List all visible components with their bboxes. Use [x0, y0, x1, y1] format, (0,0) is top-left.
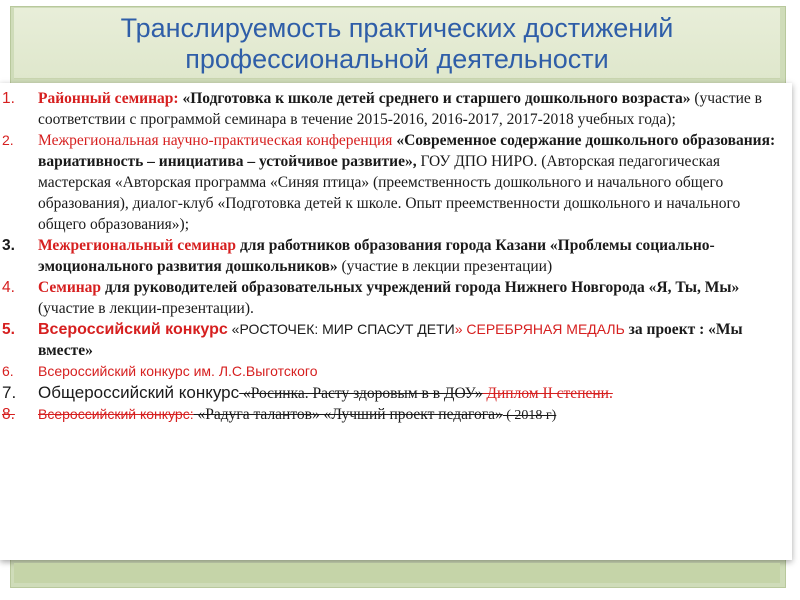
- item-title: для работников образования города Казани «Проблемы социально- эмоционального развития дошкольников»: [38, 237, 715, 275]
- award-label: » СЕРЕБРЯНАЯ МЕДАЛЬ: [454, 321, 625, 337]
- item-title: «Радуга талантов» «Лучший проект педагога»: [193, 406, 503, 423]
- list-item-6: [0, 361, 786, 382]
- item-details: (участие в соответствии с программой семинара в течение 2015-2016, 2016-2017, 2017-2018 учебных года);: [38, 90, 762, 128]
- item-details: ( 2018 г): [502, 408, 557, 423]
- title-panel: [14, 8, 780, 79]
- item-details: (участие в лекции презентации): [337, 258, 553, 275]
- item-number: 7.: [2, 383, 17, 402]
- list-item-1: [0, 88, 786, 130]
- content-panel: [0, 83, 792, 560]
- item-number: 4.: [2, 279, 15, 296]
- item-number: 8.: [2, 406, 15, 423]
- list-item-7: [0, 382, 786, 404]
- achievements-list: [0, 83, 792, 426]
- item-title: «Росинка. Расту здоровым в в ДОУ»: [239, 385, 483, 402]
- title-line-2: профессиональной деятельности: [185, 44, 609, 74]
- item-lead: Всероссийский конкурс:: [38, 406, 194, 422]
- list-item-5: [0, 319, 786, 361]
- bottom-band: [14, 563, 780, 583]
- item-number: 6.: [2, 363, 14, 379]
- item-lead: Общероссийский конкурс: [38, 383, 240, 402]
- list-item-3: [0, 235, 786, 277]
- item-number: 2.: [2, 132, 14, 148]
- item-details: ГОУ ДПО НИРО. (Авторская педагогическая мастерская «Авторская программа «Синяя птица» (преемственность дошкольного и начального общего образования), диалог-клуб «Подготовка детей к школе. Опыт преемственности дошкольного и начального общего образования»);: [38, 153, 741, 233]
- item-title: «РОСТОЧЕК: МИР СПАСУТ ДЕТИ: [227, 321, 455, 337]
- item-number: 1.: [2, 90, 15, 107]
- item-details: Диплом II степени.: [482, 385, 613, 402]
- item-lead: Межрегиональная научно-практическая конференция: [38, 132, 393, 149]
- item-number: 5.: [2, 321, 15, 338]
- item-title: «Современное содержание дошкольного образования: вариативность – инициатива – устойчивое развитие»,: [38, 132, 776, 170]
- item-lead: Районный семинар:: [38, 90, 179, 107]
- item-lead: Всероссийский конкурс: [38, 321, 228, 338]
- list-item-2: [0, 130, 786, 235]
- list-item-8: [0, 404, 786, 426]
- title-line-1: Транслируемость практических достижений: [120, 13, 674, 43]
- item-title: «Подготовка к школе детей среднего и старшего дошкольного возраста»: [178, 90, 691, 107]
- item-details: (участие в лекции-презентации).: [38, 300, 254, 317]
- item-title: для руководителей образовательных учреждений города Нижнего Новгорода «Я, Ты, Мы»: [101, 279, 740, 296]
- item-details: за проект : «Мы вместе»: [38, 321, 743, 359]
- item-lead: Межрегиональный семинар: [38, 237, 237, 254]
- item-lead: Семинар: [38, 279, 102, 296]
- item-number: 3.: [2, 237, 15, 254]
- list-item-4: [0, 277, 786, 319]
- item-text: Всероссийский конкурс им. Л.С.Выготского: [38, 363, 318, 379]
